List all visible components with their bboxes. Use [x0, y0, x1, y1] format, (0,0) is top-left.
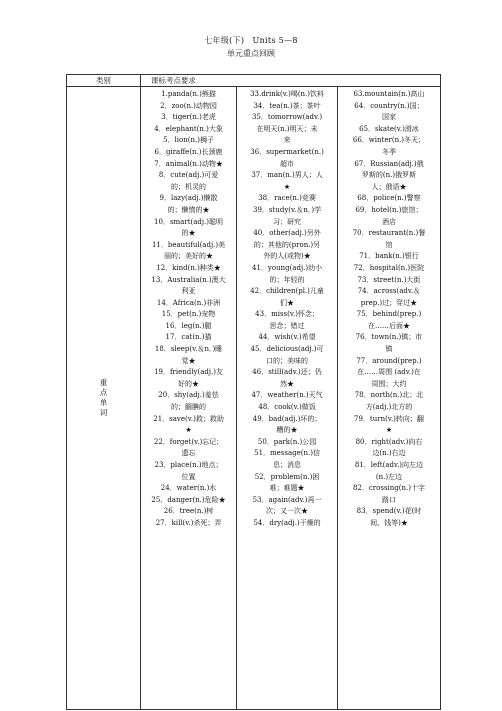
category-char: 单: [99, 398, 108, 407]
vocab-line: 罗斯的(n.)俄罗斯: [361, 171, 417, 180]
vocab-line: 35．tomorrow(adv.): [251, 113, 323, 122]
vocab-line: 41．young(adj.)幼小: [252, 263, 323, 272]
vocab-line: 17．cat(n.)猫: [165, 333, 212, 342]
vocab-line: 的★: [181, 229, 196, 238]
vocab-line: 34．tea(n.)茶；茶叶: [253, 101, 321, 110]
vocab-line: 好的★: [178, 379, 200, 388]
vocab-line: prep.)过；穿过★: [360, 298, 418, 307]
vocab-line: 76．town(n.)镇；市: [355, 333, 423, 342]
page-subtitle: 单元重点回顾: [227, 49, 275, 58]
vocab-line: 18．sleep(v.＆n．)睡: [154, 345, 223, 354]
vocab-line: 64．country(n.)国；: [354, 101, 424, 110]
vocab-line: 12．kind(n.)种类★: [156, 263, 221, 272]
vocab-table: [66, 74, 441, 710]
vocab-line: 82．crossing(n.)十字: [352, 484, 425, 493]
vocab-line: 的；懒惰的★: [167, 205, 210, 214]
vocab-line: 6．giraffe(n.)长颈鹿: [154, 147, 223, 156]
vocab-line: 2．zoo(n.)动物园: [160, 101, 217, 110]
vocab-line: 38．race(n.)竞赛: [258, 194, 316, 203]
vocab-line: 路口: [381, 495, 396, 504]
vocab-line: 方(adj.)北方的: [365, 403, 413, 412]
vocab-line: ★: [283, 182, 291, 191]
vocab-line: 67．Russian(adj.)俄: [354, 159, 424, 168]
vocab-line: 42．children(pl.)儿童: [250, 287, 324, 296]
vocab-line: 丽的；美好的★: [164, 252, 214, 261]
vocab-line: 48．cook(v.)做饭: [258, 403, 316, 412]
vocab-line: 25．danger(n.)危险★: [151, 495, 226, 504]
vocab-line: 46．still(adv.)还；仍: [252, 368, 322, 377]
vocab-line: 74．across(adv.＆: [357, 287, 421, 296]
vocab-line: 思念；错过: [269, 321, 305, 330]
vocab-line: 遗忘: [181, 449, 196, 458]
vocab-line: 在……后面★: [367, 321, 410, 330]
vocab-line: 16．leg(n.)腿: [165, 321, 212, 330]
vocab-line: 27．kill(v.)杀死；弄: [155, 518, 222, 527]
vocab-line: 73．street(n.)大街: [357, 275, 421, 284]
vocab-line: 23．place(n.)地点；: [154, 461, 223, 469]
vocab-line: 40．other(adj.)另外: [253, 229, 321, 238]
vocab-column-3: [337, 87, 440, 710]
vocab-line: 70．restaurant(n.)餐: [352, 229, 426, 238]
vocab-line: 间、钱等)★: [370, 518, 408, 527]
vocab-line: 52．problem(n.)困: [254, 472, 320, 481]
vocab-line: 7．animal(n.)动物★: [154, 159, 223, 168]
vocab-line: 觉★: [181, 356, 196, 365]
vocab-line: 75．behind(prep.): [356, 310, 422, 319]
vocab-line: 81．left(adv.)向左边: [354, 461, 424, 469]
vocab-line: ★: [185, 426, 192, 435]
vocab-line: 14．Africa(n.)非洲: [156, 298, 221, 307]
vocab-line: 78．north(n.)北；北: [354, 391, 424, 400]
vocab-line: 冬季: [381, 147, 396, 156]
vocab-line: 次；又一次★: [266, 507, 309, 516]
vocab-line: 4．elephant(n.)大象: [154, 124, 223, 133]
vocab-line: 5．lion(n.)狮子: [163, 136, 214, 145]
vocab-line: 68．police(n.)警察: [357, 194, 421, 203]
vocab-line: 69．hotel(n.)旅馆；: [355, 205, 423, 214]
vocab-line: 72．hospital(n.)医院: [353, 263, 425, 272]
vocab-line: 77．around(prep.): [356, 356, 422, 365]
vocab-line: 的；腼腆的: [171, 403, 207, 412]
vocab-line: 44．wish(v.)希望: [258, 333, 316, 342]
vocab-line: 10．smart(adj.)聪明: [154, 217, 224, 226]
vocab-line: 24．water(n.)水: [160, 484, 217, 493]
vocab-line: 口的；美味的: [266, 356, 309, 365]
vocab-line: 71．bank(n.)银行: [359, 252, 419, 261]
vocab-line: 65．skate(v.)滑冰: [359, 124, 419, 133]
vocab-column-1: [140, 87, 236, 710]
vocab-line: 馆: [385, 240, 393, 249]
table-header-row: [67, 75, 441, 87]
vocab-line: 8．cute(adj.)可爱: [158, 171, 219, 180]
category-header: 类别: [67, 75, 141, 87]
vocab-line: 位置: [181, 472, 196, 481]
vocab-line: 36．supermarket(n.): [250, 147, 324, 156]
vocab-line: 33.drink(v.)喝(n.)饮料: [250, 90, 325, 98]
vocab-line: 酒店: [381, 217, 396, 226]
vocab-line: 超市: [280, 159, 295, 168]
vocab-line: 糟的★: [276, 426, 298, 435]
vocab-line: 在明天(n.)明天；未: [256, 124, 318, 133]
vocab-column-2: [237, 87, 338, 710]
vocab-line: 63.mountain(n.)高山: [353, 90, 425, 98]
category-char: 词: [99, 408, 108, 417]
vocab-line: 20．shy(adj.)羞怯: [158, 391, 219, 400]
vocab-line: 21．save(v.)救；救助: [153, 414, 224, 423]
vocab-line: 然★: [280, 379, 295, 388]
vocab-line: 周围；大约: [371, 379, 407, 388]
vocab-line: 边(n.)右边: [372, 449, 406, 458]
vocab-line: 15．pet(n.)宠物: [161, 310, 216, 319]
vocab-line: 37．man(n.)男人；人: [251, 171, 323, 180]
page-title: 七年级(下) Units 5—8: [204, 36, 298, 45]
vocab-line: 1.panda(n.)熊猫: [161, 90, 216, 98]
vocab-line: 11．beautiful(adj.)美: [151, 240, 226, 249]
vocab-line: 国家: [381, 113, 396, 122]
table-row: [67, 87, 441, 710]
vocab-line: 49．bad(adj.)坏的；: [252, 414, 322, 423]
vocab-line: 来: [283, 136, 291, 145]
vocab-line: 3．tiger(n.)老虎: [161, 113, 216, 122]
category-char: 重: [99, 378, 108, 387]
vocab-line: (n.)左边: [375, 472, 403, 481]
vocab-line: 39．study(v.＆n．)学: [253, 205, 322, 214]
vocab-line: 83．spend(v.)花(时: [356, 507, 422, 516]
vocab-line: 50．park(n.)公园: [257, 437, 317, 446]
vocab-line: 息；消息: [273, 461, 302, 469]
vocab-line: 43．miss(v.)怀念；: [255, 310, 319, 319]
vocab-line: 习；研究: [273, 217, 302, 226]
vocab-line: 22．forget(v.)忘记；: [153, 437, 224, 446]
vocab-line: 80．right(adv.)向右: [355, 437, 423, 446]
vocab-line: 的；机灵的: [171, 182, 207, 191]
vocab-line: 45．delicious(adj.)可: [250, 345, 324, 354]
vocab-line: 的；其他的(pron.)另: [253, 240, 321, 249]
vocab-line: ★: [385, 426, 393, 435]
category-char: 点: [99, 388, 108, 397]
vocab-line: 人；俄语★: [371, 182, 407, 191]
vocab-line: 79．turn(v.)转向；翻: [354, 414, 424, 423]
vocab-line: 13．Australia(n.)澳大: [151, 275, 226, 284]
vocab-line: 利亚: [181, 287, 196, 296]
vocab-line: 镇: [385, 345, 393, 354]
category-cell: [67, 87, 141, 710]
requirement-header: 课标考点要求: [140, 75, 440, 87]
vocab-line: 19．friendly(adj.)友: [154, 368, 223, 377]
vocab-line: 47．weather(n.)天气: [251, 391, 323, 400]
vocab-line: 9．lazy(adj.)懒散: [159, 194, 218, 203]
vocab-line: 66．winter(n.)冬天；: [352, 136, 426, 145]
vocab-line: 51．message(n.)信: [254, 449, 320, 458]
vocab-line: 53．again(adv.)再一: [252, 495, 322, 504]
vocab-line: 们★: [280, 298, 295, 307]
vocab-line: 在……周围 (adv.)在: [357, 368, 421, 377]
vocab-line: 26．tree(n.)树: [163, 507, 214, 516]
vocab-line: 外的人(或物)★: [263, 252, 311, 261]
vocab-line: 54．dry(adj.)干燥的: [253, 518, 321, 527]
vocab-line: 的；年轻的: [269, 275, 305, 284]
vocab-line: 难；难题★: [269, 484, 305, 493]
